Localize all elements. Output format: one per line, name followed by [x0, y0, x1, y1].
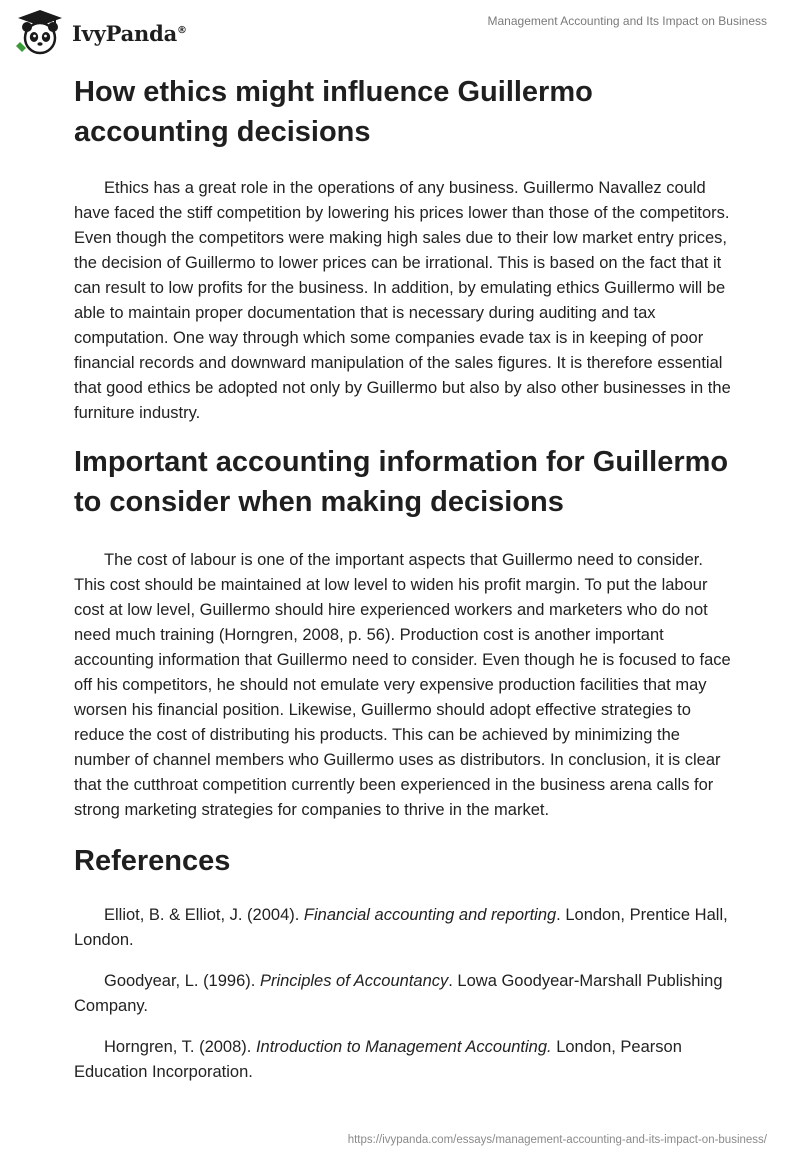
- brand-name: IvyPanda®: [72, 20, 187, 46]
- ivypanda-logo[interactable]: [14, 8, 187, 56]
- section-heading-accounting-info: Important accounting information for Guillermo to consider when making decisions: [74, 446, 729, 518]
- panda-logo-icon: [14, 8, 66, 56]
- reference-publisher: London, Pearson Education Incorporation.: [74, 1038, 682, 1081]
- reference-item: [74, 969, 734, 1019]
- section-heading-ethics: How ethics might influence Guillermo accounting decisions: [74, 76, 593, 148]
- reference-item: [74, 1035, 734, 1085]
- reference-publisher: . Lowa Goodyear-Marshall Publishing Company.: [74, 972, 723, 1015]
- section-paragraph-ethics: Ethics has a great role in the operations of any business. Guillermo Navallez could have faced the stiff competition by lowering his prices lower than those of the competitors. Even though the competitors were making high sales due to their low market entry prices, the decision of Guillermo to lower prices can be irrational. This is based on the fact that it can result to low profits for the business. In addition, by emulating ethics Guillermo will be able to maintain proper documentation that is necessary during auditing and tax computation. One way through which some companies evade tax is in keeping of poor financial records and downward manipulation of the sales figures. It is therefore essential that good ethics be adopted not only by Guillermo but also by also other businesses in the furniture industry.: [74, 179, 731, 422]
- reference-title: Principles of Accountancy: [259, 972, 449, 990]
- reference-publisher: . London, Prentice Hall, London.: [74, 906, 728, 949]
- references-heading: References: [74, 845, 231, 877]
- document-title: Management Accounting and Its Impact on Business: [487, 14, 767, 28]
- reference-item: [74, 903, 734, 953]
- reference-author: Horngren, T. (2008).: [104, 1038, 256, 1056]
- source-url-link[interactable]: https://ivypanda.com/essays/management-accounting-and-its-impact-on-business/: [347, 1134, 767, 1146]
- reference-author: Goodyear, L. (1996).: [104, 972, 260, 990]
- section-paragraph-accounting-info: The cost of labour is one of the important aspects that Guillermo need to consider. This cost should be maintained at low level to widen his profit margin. To put the labour cost at low level, Guillermo should hire experienced workers and marketers who do not need much training (Horngren, 2008, p. 56). Production cost is another important accounting information that Guillermo need to consider. Even though he is focused to face off his competitors, he should not emulate very expensive production facilities that may worsen his financial position. Likewise, Guillermo should adopt effective strategies to reduce the cost of distributing his products. This can be achieved by minimizing the number of channel members who Guillermo uses as distributors. In conclusion, it is clear that the cutthroat competition currently been experienced in the business arena calls for strong marketing strategies for companies to thrive in the market.: [74, 551, 731, 819]
- reference-author: Elliot, B. & Elliot, J. (2004).: [104, 906, 304, 924]
- essay-content: [74, 72, 734, 1085]
- reference-title: Introduction to Management Accounting.: [255, 1038, 552, 1056]
- registered-mark: ®: [177, 24, 187, 36]
- page-header: [0, 0, 800, 64]
- reference-title: Financial accounting and reporting: [303, 906, 557, 924]
